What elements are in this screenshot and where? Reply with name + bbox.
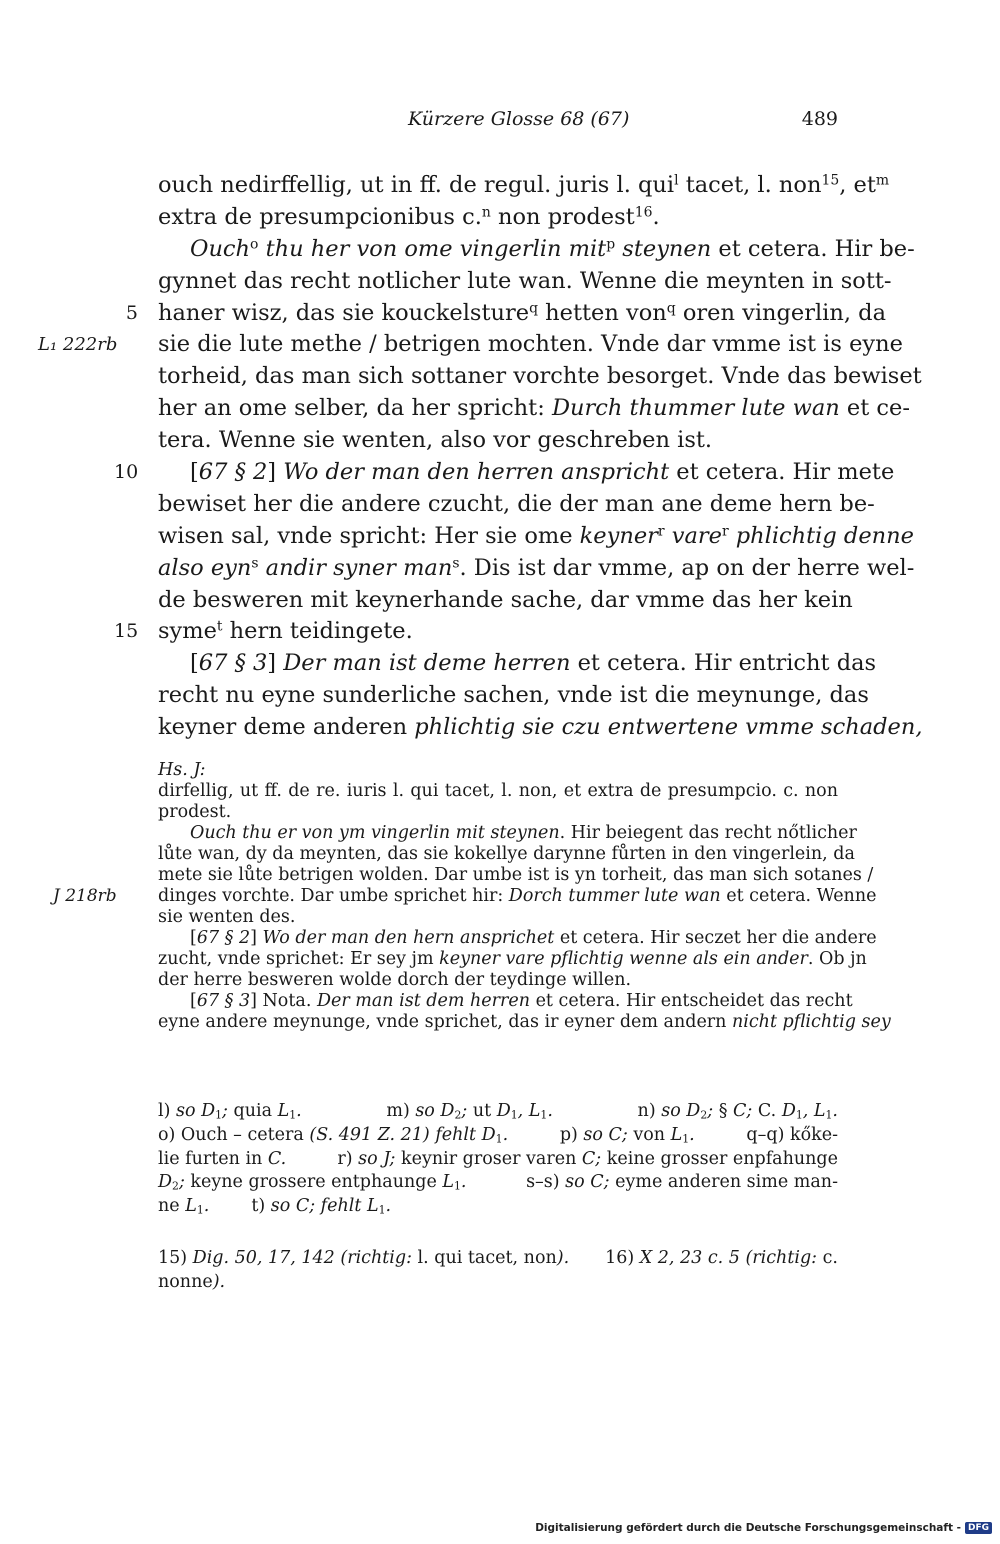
j-line-1: dirfellig, ut ff. de re. iuris l. qui tacet, l. non, et extra de presumpcio. c. non	[158, 781, 838, 801]
main-line-4: gynnet das recht notlicher lute wan. Wenne die meynten in sott-	[158, 267, 892, 294]
running-header	[158, 108, 838, 138]
apparatus-line-1	[158, 1100, 838, 1124]
j-line-7: sie wenten des.	[158, 907, 296, 927]
main-line-2: extra de presumpcionibus c.$^n$ non prodest$^{16}$.	[158, 203, 660, 230]
main-line-15: 15 syme$^t$ hern teidingete.	[158, 616, 838, 648]
line-number-15: 15	[114, 620, 139, 643]
apparatus-line-2	[158, 1124, 838, 1148]
margin-reference-j: J 218rb	[53, 886, 117, 906]
j-line-2: prodest.	[158, 802, 232, 822]
main-line-18: keyner deme anderen phlichtig sie czu entwertene vmme schaden,	[158, 714, 923, 741]
main-line-7: torheid, das man sich sottaner vorchte besorget. Vnde das bewiset	[158, 363, 922, 390]
line-number-5: 5	[125, 301, 138, 324]
main-line-16: [67 § 3] Der man ist deme herren et cetera. Hir entricht das	[190, 650, 877, 677]
j-line-8: [67 § 2] Wo der man den hern ansprichet et cetera. Hir seczet her die andere	[190, 928, 877, 948]
j-line-3: Ouch thu er von ym vingerlin mit steynen. Hir beiegent das recht nőtlicher	[190, 823, 857, 843]
hs-j-heading: Hs. J:	[158, 760, 206, 780]
main-line-3: Ouch$^o$ thu her von ome vingerlin mit$^p$ steynen et cetera. Hir be-	[190, 235, 915, 262]
apparatus-note-t: t) so C; fehlt $L_1$.	[251, 1196, 392, 1217]
j-line-6: J 218rb dinges vorchte. Dar umbe sprichet hir: Dorch tummer lute wan et cetera. Wenne	[53, 886, 877, 906]
source-footnotes	[158, 1247, 838, 1295]
apparatus-note-n: n) so $D_2$; § C; C. $D_1$, $L_1$.	[637, 1101, 838, 1122]
main-line-6: L₁ 222rb sie die lute methe / betrigen mochten. Vnde dar vmme ist is eyne	[158, 329, 838, 361]
main-line-17: recht nu eyne sunderliche sachen, vnde ist die meynunge, das	[158, 682, 869, 709]
manuscript-j-section	[53, 760, 891, 1033]
margin-reference-l1: L₁ 222rb	[38, 334, 118, 356]
j-line-5: mete sie lůte betrigen wolden. Dar umbe ist is yn torheit, das man sich sotanes /	[158, 865, 874, 885]
apparatus-note-l: l) so $D_1$; quia $L_1$.	[158, 1101, 302, 1122]
main-line-1: ouch nedirffellig, ut in ff. de regul. juris l. qui$^l$ tacet, l. non$^{15}$, $et^m$	[158, 172, 890, 198]
apparatus-note-r: r) so J; keynir groser varen C; keine grosser enpfahunge	[337, 1148, 838, 1169]
footnote-line-2: nonne).	[158, 1271, 226, 1292]
apparatus-note-q: q–q) kőke-	[746, 1124, 838, 1145]
running-title: Kürzere Glosse 68 (67)	[408, 108, 630, 130]
page-number: 489	[801, 108, 838, 130]
j-line-10: der herre besweren wolde dorch der teydinge willen.	[158, 970, 632, 990]
footer-text: Digitalisierung gefördert durch die Deutsche Forschungsgemeinschaft -	[535, 1522, 961, 1534]
digitization-footer	[535, 1522, 992, 1534]
main-text	[38, 170, 923, 744]
apparatus-line-4: $D_2$; keyne grossere entphaunge $L_1$. s–s) so C; eyme anderen sime man-	[158, 1171, 838, 1195]
j-line-11: [67 § 3] Nota. Der man ist dem herren et cetera. Hir entscheidet das recht	[190, 991, 853, 1011]
apparatus-line-5: ne $L_1$. t) so C; fehlt $L_1$.	[158, 1195, 838, 1219]
apparatus-note-s: s–s) so C; eyme anderen sime man-	[526, 1172, 838, 1193]
footnote-16: 16) X 2, 23 c. 5 (richtig: c.	[605, 1248, 838, 1268]
j-line-4: lůte wan, dy da meynten, das sie kokellye darynne fůrten in den vingerlein, da	[158, 844, 855, 864]
dfg-logo: DFG	[965, 1522, 992, 1534]
apparatus-note-o: o) Ouch – cetera (S. 491 Z. 21) fehlt $D_1$.	[158, 1124, 509, 1146]
main-line-9: tera. Wenne sie wenten, also vor geschreben ist.	[158, 427, 713, 454]
main-line-5: 5 haner wisz, das sie kouckelsture$^q$ hetten von$^q$ oren vingerlin, da	[158, 298, 838, 330]
line-number-10: 10	[114, 461, 139, 484]
footnote-15: 15) Dig. 50, 17, 142 (richtig: l. qui tacet, non).	[158, 1248, 570, 1268]
j-line-12: eyne andere meynunge, vnde sprichet, das ir eyner dem andern nicht pflichtig sey	[158, 1012, 891, 1032]
apparatus-note-p: p) so C; von $L_1$.	[559, 1124, 695, 1146]
apparatus-line-3: lie furten in C. r) so J; keynir groser varen C; keine grosser enpfahunge	[158, 1148, 838, 1172]
critical-apparatus	[158, 1100, 838, 1219]
main-line-12: wisen sal, vnde spricht: Her sie ome keyner$^r$ vare$^r$ phlichtig denne	[158, 522, 914, 549]
main-line-14: de besweren mit keynerhande sache, dar vmme das her kein	[158, 586, 853, 613]
main-line-8: her an ome selber, da her spricht: Durch thummer lute wan et ce-	[158, 395, 910, 422]
main-line-11: bewiset her die andere czucht, die der man ane deme hern be-	[158, 490, 875, 517]
apparatus-note-m: m) so $D_2$; ut $D_1$, $L_1$.	[386, 1101, 553, 1122]
main-line-13: also eyn$^s$ andir syner man$^s$. Dis ist dar vmme, ap on der herre wel-	[158, 554, 915, 581]
j-line-9: zucht, vnde sprichet: Er sey jm keyner vare pflichtig wenne als ein ander. Ob jn	[158, 949, 867, 969]
main-line-10: 10 [67 § 2] Wo der man den herren anspricht et cetera. Hir mete	[158, 457, 838, 489]
footnote-line-1	[158, 1247, 838, 1271]
